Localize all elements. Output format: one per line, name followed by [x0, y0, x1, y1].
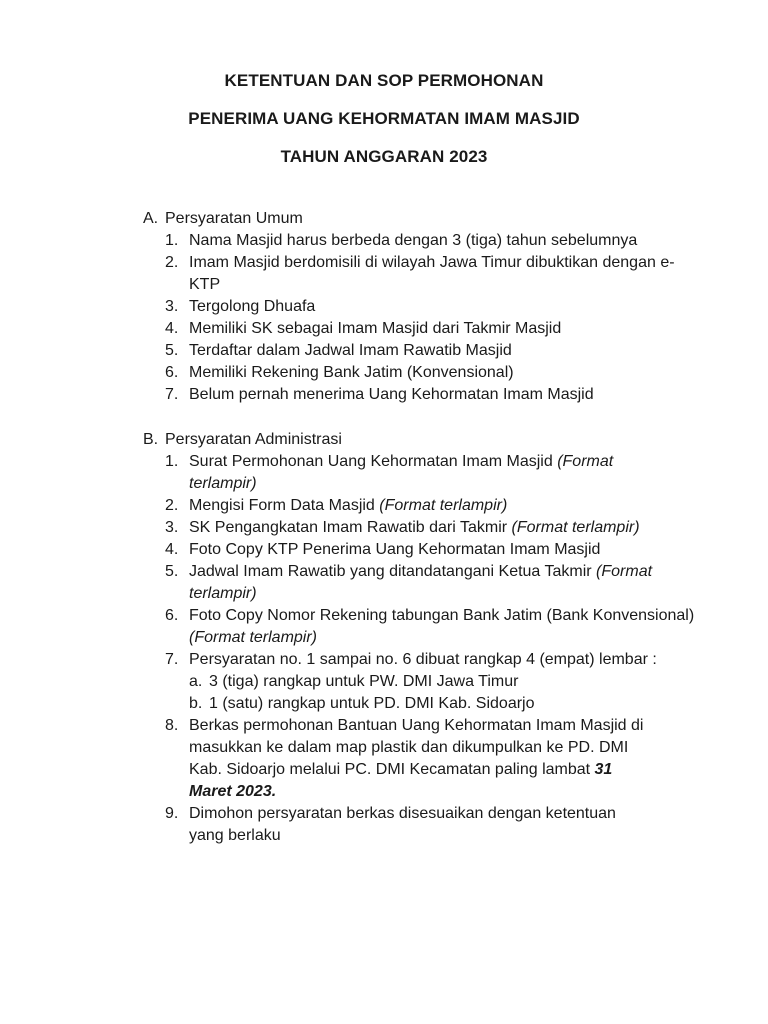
section-persyaratan-umum	[143, 208, 723, 406]
item-text-line: Imam Masjid berdomisili di wilayah Jawa Timur dibuktikan dengan e-	[189, 254, 675, 271]
item-text: Terdaftar dalam Jadwal Imam Rawatib Masjid	[189, 342, 512, 359]
item-text-line: Berkas permohonan Bantuan Uang Kehormatan Imam Masjid di	[189, 717, 644, 734]
sub-list-item	[189, 671, 723, 693]
item-text: Kab. Sidoarjo melalui PC. DMI Kecamatan paling lambat	[189, 761, 595, 778]
item-note: (Format terlampir)	[189, 629, 318, 646]
item-text: Mengisi Form Data Masjid	[189, 497, 380, 514]
list-item	[143, 384, 723, 406]
list-item	[143, 451, 723, 495]
item-text: Surat Permohonan Uang Kehormatan Imam Masjid	[189, 453, 558, 470]
item-number: 4.	[165, 320, 179, 337]
list-item	[143, 296, 723, 318]
section-label: Persyaratan Administrasi	[165, 431, 342, 448]
list-item	[143, 362, 723, 384]
list-item	[143, 715, 723, 803]
list-item	[143, 803, 723, 847]
item-number: 8.	[165, 717, 179, 734]
title-line-1: KETENTUAN DAN SOP PERMOHONAN	[224, 71, 544, 90]
item-note: terlampir)	[189, 585, 257, 602]
section-label: Persyaratan Umum	[165, 210, 303, 227]
item-number: 5.	[165, 563, 179, 580]
item-number: 2.	[165, 497, 179, 514]
item-text-line	[189, 561, 723, 583]
item-text: Jadwal Imam Rawatib yang ditandatangani Ketua Takmir	[189, 563, 597, 580]
list-item	[143, 252, 723, 296]
item-text: Memiliki SK sebagai Imam Masjid dari Takmir Masjid	[189, 320, 562, 337]
section-persyaratan-administrasi	[143, 429, 723, 847]
list-item	[143, 561, 723, 605]
section-letter: B.	[143, 431, 159, 448]
item-number: 3.	[165, 298, 179, 315]
title-line-2: PENERIMA UANG KEHORMATAN IMAM MASJID	[188, 109, 580, 128]
list-item	[143, 495, 723, 517]
sub-item-text: 1 (satu) rangkap untuk PD. DMI Kab. Sidoarjo	[209, 695, 535, 712]
list-item	[143, 649, 723, 715]
sub-item-letter: b.	[189, 695, 203, 712]
item-text: Foto Copy Nomor Rekening tabungan Bank Jatim (Bank Konvensional)	[189, 607, 695, 624]
deadline-month-year: Maret 2023.	[189, 783, 277, 800]
item-text-line: KTP	[189, 276, 221, 293]
list-item	[143, 340, 723, 362]
requirements-list	[143, 451, 723, 847]
item-text: Foto Copy KTP Penerima Uang Kehormatan Imam Masjid	[189, 541, 601, 558]
item-number: 7.	[165, 651, 179, 668]
item-text-line: Dimohon persyaratan berkas disesuaikan dengan ketentuan	[189, 805, 616, 822]
section-letter: A.	[143, 210, 159, 227]
item-text: Memiliki Rekening Bank Jatim (Konvensional)	[189, 364, 514, 381]
item-number: 6.	[165, 607, 179, 624]
item-number: 2.	[165, 254, 179, 271]
item-number: 6.	[165, 364, 179, 381]
section-heading	[143, 208, 723, 230]
item-text: Tergolong Dhuafa	[189, 298, 316, 315]
item-note: (Format	[596, 563, 653, 580]
item-text-line: yang berlaku	[189, 827, 281, 844]
item-number: 4.	[165, 541, 179, 558]
item-number: 1.	[165, 232, 179, 249]
item-number: 1.	[165, 453, 179, 470]
item-note: terlampir)	[189, 475, 257, 492]
item-number: 5.	[165, 342, 179, 359]
requirements-list	[143, 230, 723, 406]
item-text: Persyaratan no. 1 sampai no. 6 dibuat rangkap 4 (empat) lembar :	[189, 651, 657, 668]
item-note: (Format	[557, 453, 614, 470]
list-item	[143, 230, 723, 252]
section-heading	[143, 429, 723, 451]
deadline-day: 31	[594, 761, 613, 778]
item-text-line: masukkan ke dalam map plastik dan dikumpulkan ke PD. DMI	[189, 739, 629, 756]
item-text-line	[189, 759, 723, 781]
item-text: Nama Masjid harus berbeda dengan 3 (tiga) tahun sebelumnya	[189, 232, 638, 249]
sub-item-letter: a.	[189, 673, 203, 690]
list-item	[143, 517, 723, 539]
title-line-3: TAHUN ANGGARAN 2023	[280, 147, 488, 166]
list-item	[143, 605, 723, 649]
item-number: 3.	[165, 519, 179, 536]
item-text: Belum pernah menerima Uang Kehormatan Imam Masjid	[189, 386, 594, 403]
list-item	[143, 539, 723, 561]
item-number: 9.	[165, 805, 179, 822]
item-note: (Format terlampir)	[511, 519, 640, 536]
item-note: (Format terlampir)	[379, 497, 508, 514]
item-text: SK Pengangkatan Imam Rawatib dari Takmir	[189, 519, 512, 536]
list-item	[143, 318, 723, 340]
item-text-line	[189, 451, 723, 473]
sub-list-item	[189, 693, 723, 715]
sub-item-text: 3 (tiga) rangkap untuk PW. DMI Jawa Timur	[209, 673, 519, 690]
item-number: 7.	[165, 386, 179, 403]
